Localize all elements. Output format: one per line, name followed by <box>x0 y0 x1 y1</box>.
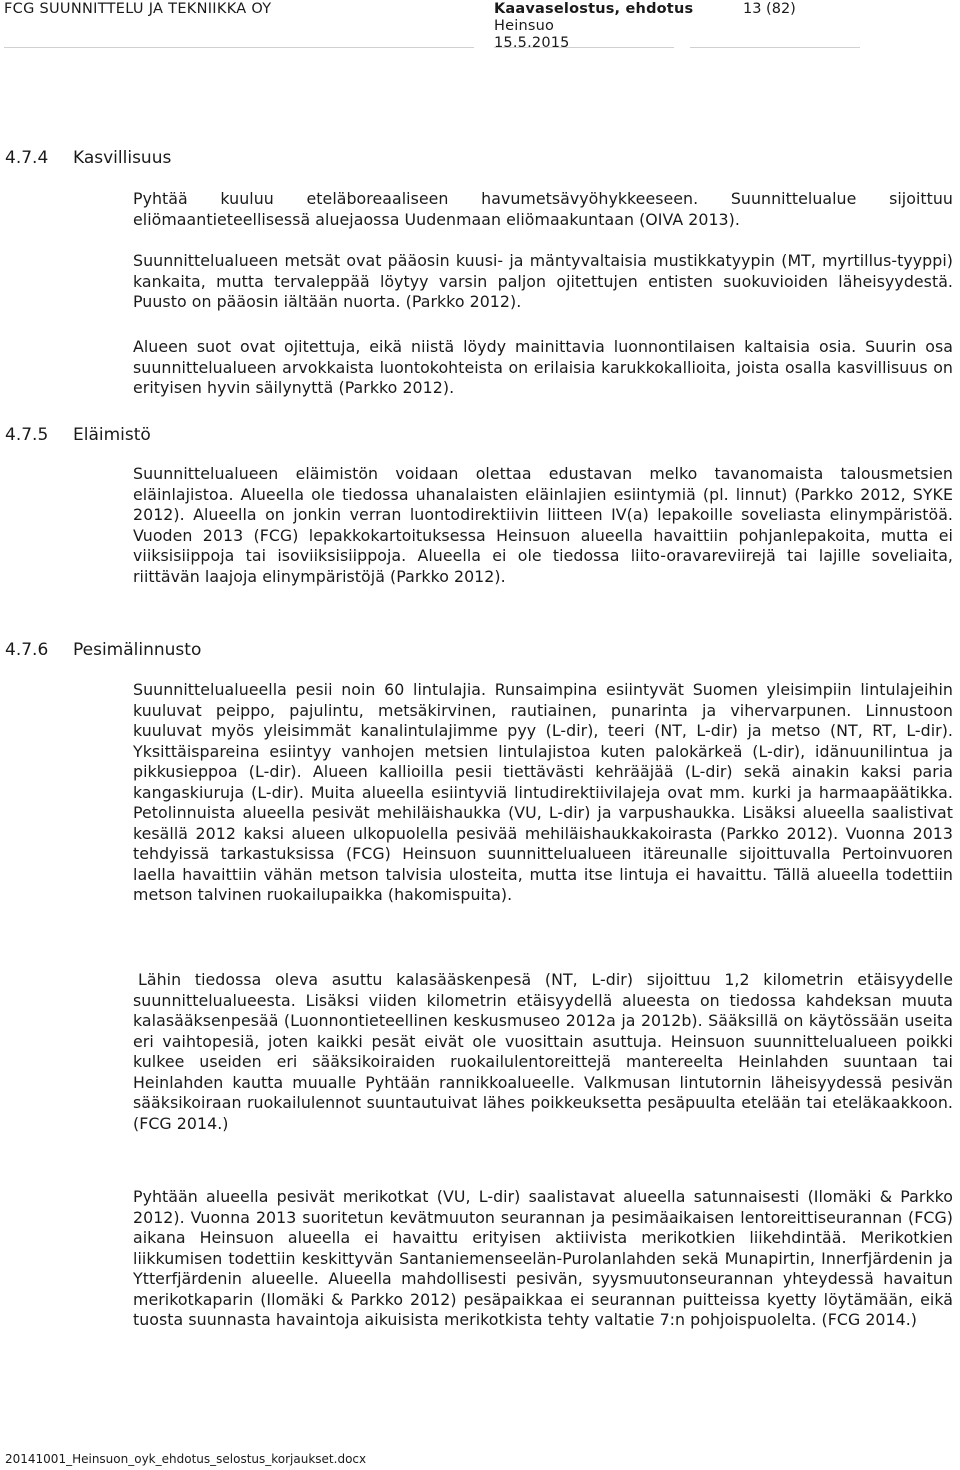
footer-filename: 20141001_Heinsuon_oyk_ehdotus_selostus_korjaukset.docx <box>5 1452 367 1466</box>
section-heading-elaimisto <box>5 425 151 445</box>
document-location: Heinsuo <box>494 18 555 34</box>
paragraph-forests: Suunnittelualueen metsät ovat pääosin kuusi- ja mäntyvaltaisia mustikkatyypin (MT, myrtillus-tyyppi) kankaita, mutta tervaleppää löytyy varsin paljon ojitettujen entisten suokuvioiden läheisyydestä. Puusto on pääosin iältään nuorta. (Parkko 2012). <box>133 251 953 311</box>
section-heading-kasvillisuus <box>5 148 171 168</box>
document-date: 15.5.2015 <box>494 35 570 51</box>
document-title: Kaavaselostus, ehdotus <box>494 1 694 17</box>
paragraph-mires: Alueen suot ovat ojitettuja, eikä niistä löydy mainittavia luonnontilaisen kaltaisia osia. Suurin osa suunnittelualueen arvokkaista luontokohteista on erilaisia karukkokallioita, joista osalla kasvillisuus on erityisen hyvin säilynyttä (Parkko 2012). <box>133 337 953 397</box>
paragraph-white-tailed-eagle: Pyhtään alueella pesivät merikotkat (VU, L-dir) saalistavat alueella satunnaisesti (Ilomäki & Parkko 2012). Vuonna 2013 suoritetun kevätmuuton seurannan ja pesimäaikaisen lentoreittiseurannan (FCG) aikana Heinsuon alueella ei havaittu erityisen aktiivista merikotkien liikehdintää. Merikotkien liikkumisen todettiin keskittyvän Santaniemenseelän-Purolanlahden sekä Munapirtin, Innerfjärdenin ja Ytterfjärdenin alueelle. Alueella mahdollisesti pesivän, syysmuutonseurannan yhteydessä havaitun merikotkaparin (Ilomäki & Parkko 2012) pesäpaikkaa ei seurannan puitteissa kyetty löytämään, eikä tuosta suunnasta havaintoja aikuisista merikotkista tehty valtatie 7:n pohjoispuolelta. (FCG 2014.) <box>133 1187 953 1329</box>
section-number: 4.7.4 <box>5 148 49 168</box>
section-title: Kasvillisuus <box>73 148 172 168</box>
section-number: 4.7.5 <box>5 425 49 445</box>
section-number: 4.7.6 <box>5 640 49 660</box>
company-name: FCG SUUNNITTELU JA TEKNIIKKA OY <box>4 1 272 17</box>
header-rule-middle <box>494 47 674 48</box>
section-heading-pesimalinnusto <box>5 640 201 660</box>
page-header <box>0 0 960 60</box>
paragraph-breeding-birds: Suunnittelualueella pesii noin 60 lintulajia. Runsaimpina esiintyvät Suomen yleisimpiin lintulajeihin kuuluvat peippo, pajulintu, metsäkirvinen, rautiainen, punarinta ja vihervarpunen. Linnustoon kuuluvat myös yleisimmät kanalintulajimme pyy (L-dir), teeri (NT, L-dir) ja metso (NT, RT, L-dir). Yksittäispareina esiintyy vanhojen metsien lintulajistoa kuten palokärkeä (L-dir), idänuunilintua ja pikkusieppoa (L-dir). Alueen kallioilla pesii tiettävästi kehrääjää (L-dir) sekä ainakin kaksi paria kangaskiuruja (L-dir). Muita alueella esiintyviä lintudirektiivilajeja ovat mm. kurki ja harmaapäätikka. Petolinnuista alueella pesivät mehiläishaukka (VU, L-dir) ja varpushaukka. Lisäksi alueella saalistivat kesällä 2012 kaksi alueen ulkopuolella pesivää mehiläishaukkakoirasta (Parkko 2012). Vuonna 2013 tehdyissä tarkastuksissa (FCG) Heinsuon suunnittelualueen itäreunalle sijoittuvalla Pertoinvuoren laella havaittiin vähän metson talvisia ulosteita, mutta itse lintuja ei havaittu. Tällä alueella todettiin metson talvinen ruokailupaikka (hakomispuita). <box>133 680 953 904</box>
section-title: Pesimälinnusto <box>73 640 202 660</box>
paragraph-fauna: Suunnittelualueen eläimistön voidaan olettaa edustavan melko tavanomaista talousmetsien eläinlajistoa. Alueella ole tiedossa uhanalaisten eläinlajien esiintymiä (pl. linnut) (Parkko 2012, SYKE 2012). Alueella on jonkin verran luontodirektiivin liitteen IV(a) lepakoille soveliasta elinympäristöä. Vuoden 2013 (FCG) lepakkokartoituksessa Heinsuon alueella havaittiin pohjanlepakoita, mutta ei viiksisiippoja tai isoviiksisiippoja. Alueella ei ole tiedossa liito-oravareviirejä tai lajille soveliaita, riittävän laajoja elinympäristöjä (Parkko 2012). <box>133 464 953 586</box>
document-title-block <box>494 1 693 52</box>
section-title: Eläimistö <box>73 425 151 445</box>
header-rule-left <box>4 47 474 48</box>
paragraph-osprey: Lähin tiedossa oleva asuttu kalasääskenpesä (NT, L-dir) sijoittuu 1,2 kilometrin etäisyydelle suunnittelualueesta. Lisäksi viiden kilometrin etäisyydellä alueesta on tiedossa kahdeksan muuta kalasääksenpesää (Luonnontieteellinen keskusmuseo 2012a ja 2012b). Sääksillä on käytössään useita eri vaihtopesiä, joten kaikki pesät eivät ole vuosittain asuttuja. Heinsuon suunnittelualueen poikki kulkee useiden eri sääksikoiraiden ruokailulentoreittejä mantereelta Heinlahden suuntaan tai Heinlahden kautta muualle Pyhtään rannikkoalueelle. Valkmusan lintutornin läheisyydessä pesivän sääksikoiraan ruokailulennot suuntautuivat lähes poikkeuksetta pesäpuulta etelään tai eteläkaakkoon. (FCG 2014.) <box>133 970 953 1133</box>
paragraph-vegetation-zone: Pyhtää kuuluu eteläboreaaliseen havumetsävyöhykkeeseen. Suunnittelualue sijoittuu eliömaantieteellisessä aluejaossa Uudenmaan eliömaakuntaan (OIVA 2013). <box>133 189 953 229</box>
header-rule-right <box>690 47 860 48</box>
page-number: 13 (82) <box>743 1 796 17</box>
